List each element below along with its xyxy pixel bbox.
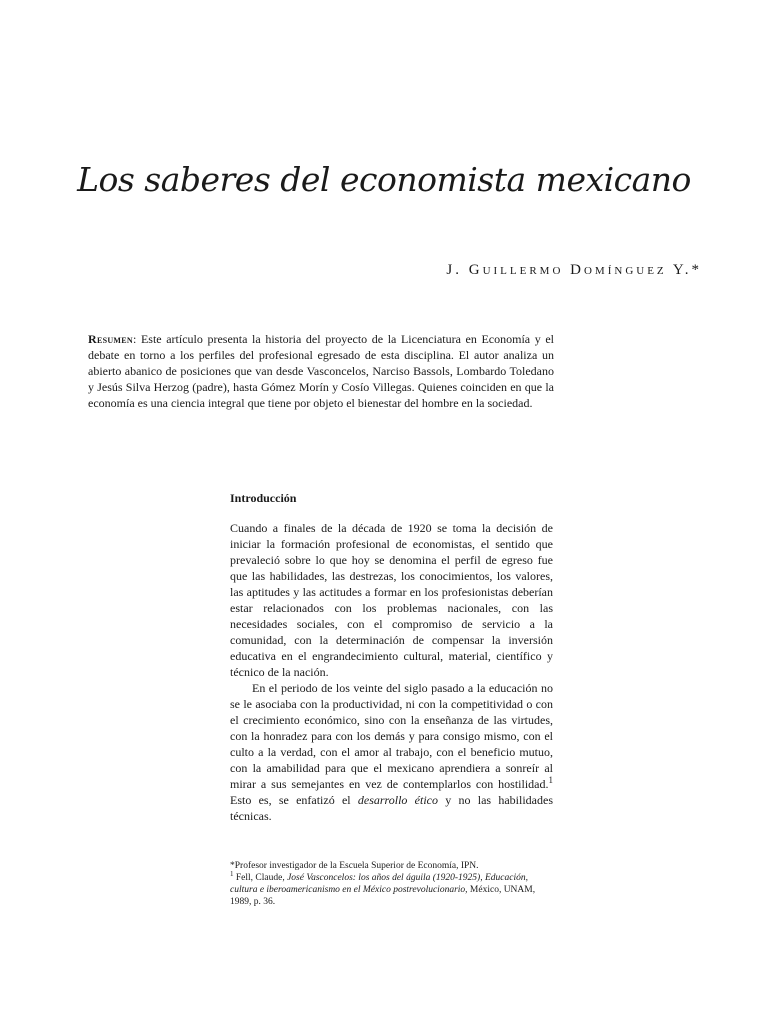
paragraph-2-ending: y no las habilidades técnicas.	[230, 793, 553, 823]
abstract-text: Este artículo presenta la historia del proyecto de la Licenciatura en Economía y el debate en torno a los perfiles del profesional egresado de esta disciplina. El autor analiza un abierto abanico de posiciones que van desde Vasconcelos, Narciso Bassols, Lombardo Toledano y Jesús Silva Herzog (padre), hasta Gómez Morín y Cosío Villegas. Quienes coinciden en que la economía es una ciencia integral que tiene por objeto el bienestar del hombre en la sociedad.	[88, 332, 554, 410]
footnote-1-title: José Vasconcelos: los años del águila (1920-1925), Educación, cultura e iberoamericanismo en el México postrevolucionario,	[230, 873, 528, 895]
author-byline: J. Guillermo Domínguez Y.*	[446, 262, 702, 278]
footnote-1-mark: 1	[230, 869, 234, 878]
paragraph-2-continuation: Esto es, se enfatizó el	[230, 793, 358, 807]
section-heading: Introducción	[230, 491, 297, 505]
footnote-1-prefix: Fell, Claude,	[233, 873, 288, 883]
footnote-reference: 1	[548, 775, 553, 785]
emphasis-text: desarrollo ético	[357, 793, 439, 807]
abstract-label: Resumen	[88, 332, 133, 346]
body-paragraph-2	[230, 680, 553, 824]
abstract	[88, 331, 554, 411]
footnote-1	[230, 869, 553, 908]
body-paragraph-1: Cuando a finales de la década de 1920 se toma la decisión de iniciar la formación profesional de economistas, el sentido que prevaleció sobre lo que hoy se denomina el perfil de egreso fue que las habilidades, las destrezas, los conocimientos, los valores, las aptitudes y las actitudes a formar en los profesionistas deberían estar relacionados con los problemas nacionales, con las necesidades sociales, con el compromiso de servicio a la comunidad, con la determinación de compensar la inversión educativa en el engrandecimiento cultural, material, científico y técnico de la nación.	[230, 521, 553, 679]
footnote-1-suffix: México, UNAM, 1989, p. 36.	[230, 885, 536, 907]
footnotes	[230, 860, 553, 908]
article-title: Los saberes del economista mexicano	[77, 160, 691, 199]
author-footnote: *Profesor investigador de la Escuela Superior de Economía, IPN.	[230, 861, 479, 871]
paragraph-2-text: En el periodo de los veinte del siglo pasado a la educación no se le asociaba con la productividad, ni con la competitividad o con el crecimiento económico, sino con la enseñanza de las virtudes, con la honradez para con los demás y para consigo mismo, con el culto a la verdad, con el amor al trabajo, con el beneficio mutuo, con la amabilidad para que el mexicano aprendiera a sonreír al mirar a sus semejantes en vez de contemplarlos con hostilidad.	[230, 681, 553, 791]
article-body	[230, 520, 553, 824]
abstract-separator: :	[133, 332, 141, 346]
